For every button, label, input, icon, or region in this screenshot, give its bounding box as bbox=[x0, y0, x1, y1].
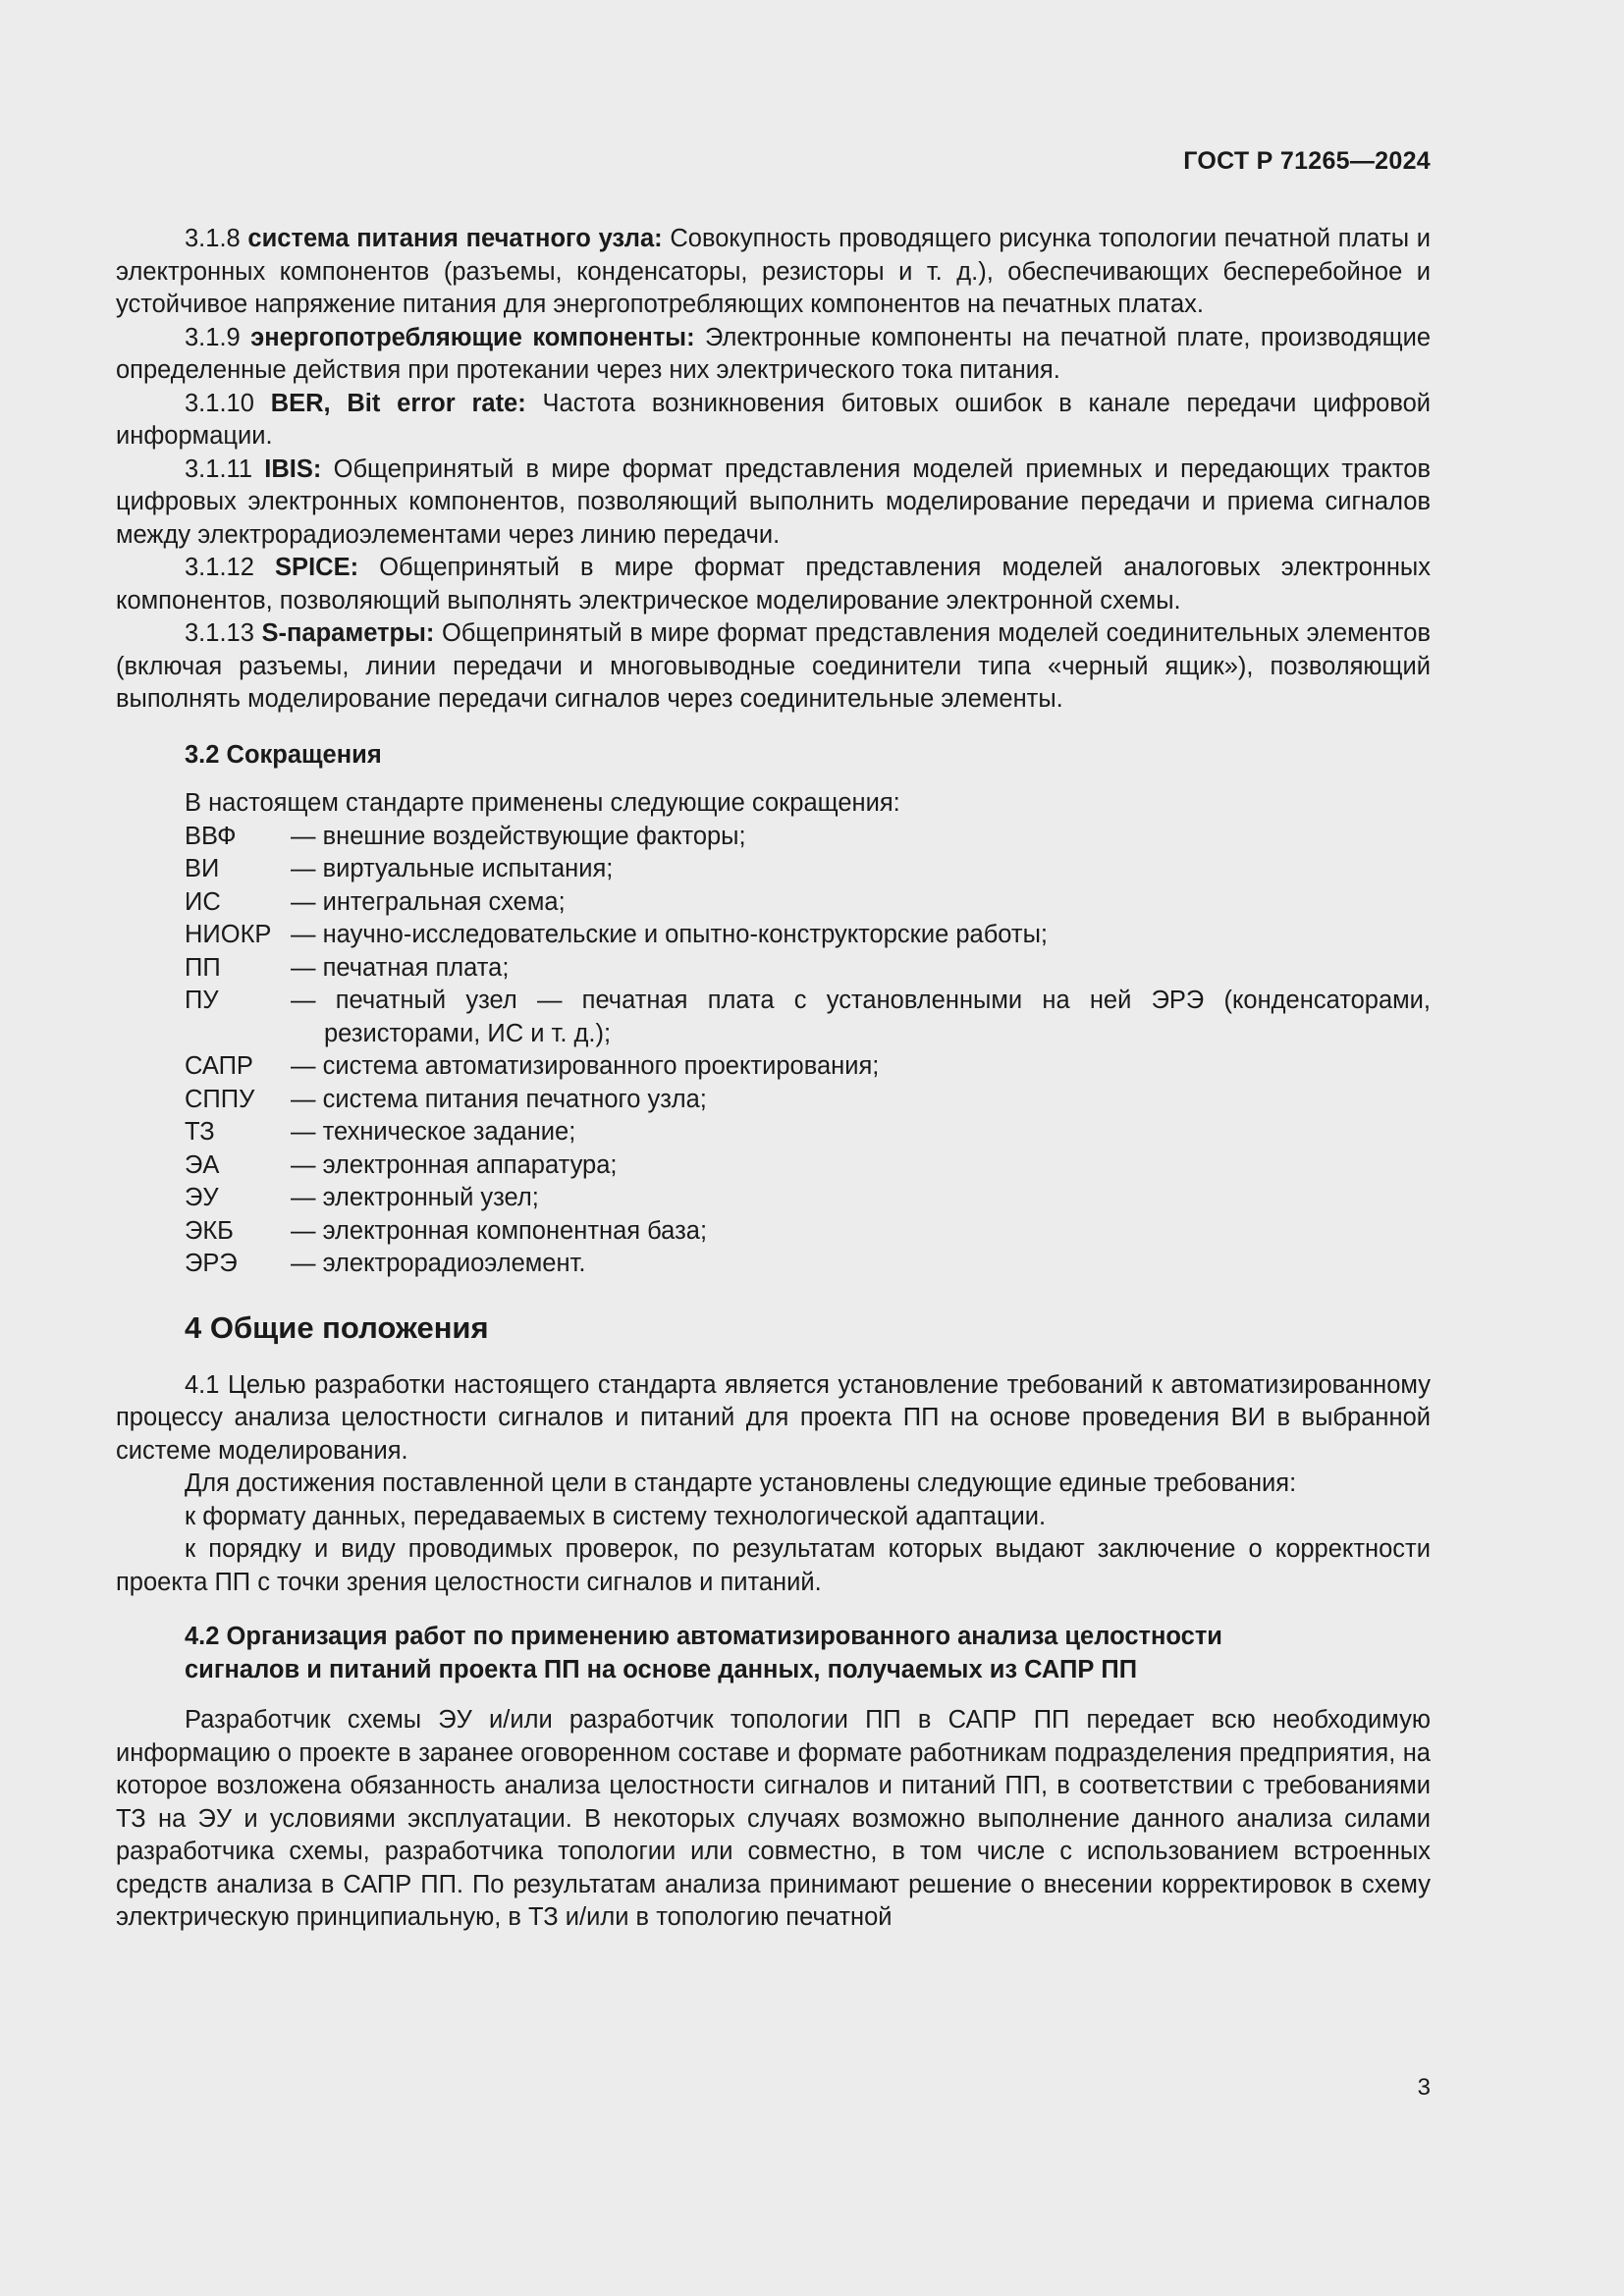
list-item bbox=[116, 1215, 1431, 1249]
abbreviations-intro: В настоящем стандарте применены следующие сокращения: bbox=[185, 789, 900, 817]
definition-text: Общепринятый в мире формат представления моделей аналоговых электронных компонентов, позволяющий выполнять электрическое моделирование электронной схемы. bbox=[116, 554, 1431, 614]
definition-text: Совокупность проводящего рисунка топологии печатной платы и электронных компонентов (разъемы, конденсаторы, резисторы и т. д.), обеспечивающих бесперебойное и устойчивое напряжение питания для энергопотребляющих компонентов на печатных платах. bbox=[116, 225, 1431, 318]
abbreviation-definition: — виртуальные испытания; bbox=[291, 855, 614, 882]
definition-term: SPICE: bbox=[275, 554, 359, 581]
definition-3-1-10 bbox=[116, 388, 1431, 454]
list-item bbox=[116, 821, 1431, 854]
section-4-2-heading-line1: 4.2 Организация работ по применению автоматизированного анализа целостности bbox=[185, 1623, 1222, 1650]
abbreviation-term: СППУ bbox=[185, 1085, 255, 1113]
abbreviation-definition: — научно-исследовательские и опытно-конструкторские работы; bbox=[291, 921, 1049, 948]
definition-3-1-8 bbox=[116, 223, 1431, 322]
abbreviation-definition: — внешние воздействующие факторы; bbox=[291, 822, 746, 850]
list-item bbox=[116, 1248, 1431, 1281]
list-item bbox=[116, 1084, 1431, 1117]
abbreviation-term: САПР bbox=[185, 1052, 253, 1080]
definition-text: Частота возникновения битовых ошибок в канале передачи цифровой информации. bbox=[116, 389, 1432, 450]
abbreviation-definition: — электрорадиоэлемент. bbox=[291, 1250, 586, 1277]
definition-number: 3.1.8 bbox=[185, 225, 248, 252]
definition-3-1-13 bbox=[116, 617, 1431, 717]
list-item bbox=[116, 1149, 1431, 1183]
section-4-2-paragraph: Разработчик схемы ЭУ и/или разработчик топологии ПП в САПР ПП передает всю необходимую информацию о проекте в заранее оговоренном составе и формате работникам подразделения предприятия, на которое возложена обязанность анализа целостности сигналов и питаний ПП, в соответствии с требованиями ТЗ на ЭУ и условиями эксплуатации. В некоторых случаях возможно выполнение данного анализа силами разработчика схемы, разработчика топологии или совместно, в том числе с использованием встроенных средств анализа в САПР ПП. По результатам анализа принимают решение о внесении корректировок в схему электрическую принципиальную, в ТЗ и/или в топологию печатной bbox=[116, 1706, 1431, 1931]
section-4-1-paragraph: 4.1 Целью разработки настоящего стандарта является установление требований к автоматизированному процессу анализа целостности сигналов и питаний для проекта ПП на основе проведения ВИ в выбранной системе моделирования. bbox=[116, 1370, 1431, 1465]
list-item bbox=[116, 886, 1431, 920]
definition-text: Электронные компоненты на печатной плате, производящие определенные действия при протекании через них электрического тока питания. bbox=[116, 323, 1431, 384]
definition-3-1-9 bbox=[116, 322, 1431, 388]
abbreviation-definition: — печатная плата; bbox=[291, 953, 510, 982]
abbreviation-term: ЭУ bbox=[185, 1184, 219, 1211]
definition-term: система питания печатного узла: bbox=[247, 225, 663, 252]
abbreviation-definition: — система автоматизированного проектирования; bbox=[291, 1052, 880, 1080]
definition-text: Общепринятый в мире формат представления моделей соединительных элементов (включая разъемы, линии передачи и многовыводные соединители типа «черный ящик»), позволяющий выполнять моделирование передачи сигналов через соединительные элементы. bbox=[116, 619, 1431, 713]
abbreviation-term: ВВФ bbox=[185, 822, 237, 850]
abbreviations-heading: 3.2 Сокращения bbox=[185, 740, 382, 769]
abbreviation-term: ЭРЭ bbox=[185, 1250, 238, 1277]
requirement-item: к формату данных, передаваемых в систему технологической адаптации. bbox=[185, 1502, 1047, 1530]
definition-number: 3.1.13 bbox=[185, 619, 262, 647]
requirement-item: к порядку и виду проводимых проверок, по результатам которых выдают заключение о корректности проекта ПП с точки зрения целостности сигналов и питаний. bbox=[116, 1535, 1431, 1596]
definition-number: 3.1.11 bbox=[185, 454, 265, 483]
definition-term: IBIS: bbox=[264, 454, 322, 483]
definition-number: 3.1.9 bbox=[185, 323, 251, 351]
definition-number: 3.1.10 bbox=[185, 389, 271, 417]
abbreviation-term: ПП bbox=[185, 953, 221, 982]
abbreviation-definition: — электронная аппаратура; bbox=[291, 1150, 618, 1179]
document-code: ГОСТ Р 71265—2024 bbox=[1183, 147, 1431, 175]
section-4-2-heading bbox=[116, 1621, 1431, 1686]
list-item bbox=[116, 1182, 1431, 1215]
definitions-list bbox=[116, 223, 1431, 717]
definition-3-1-11 bbox=[116, 454, 1431, 553]
abbreviation-term: НИОКР bbox=[185, 921, 272, 948]
list-item bbox=[116, 1050, 1431, 1084]
abbreviation-definition: — система питания печатного узла; bbox=[291, 1085, 707, 1113]
abbreviations-list bbox=[116, 821, 1431, 1281]
section-4-2-heading-line2: сигналов и питаний проекта ПП на основе данных, получаемых из САПР ПП bbox=[185, 1655, 1138, 1683]
definition-term: энергопотребляющие компоненты: bbox=[250, 323, 695, 351]
abbreviation-definition: — электронный узел; bbox=[291, 1184, 539, 1211]
abbreviation-definition: — техническое задание; bbox=[291, 1118, 576, 1146]
definition-term: BER, Bit error rate: bbox=[270, 389, 526, 417]
list-item bbox=[116, 853, 1431, 886]
definition-term: S-параметры: bbox=[261, 619, 435, 647]
abbreviation-definition: — электронная компонентная база; bbox=[291, 1216, 708, 1245]
abbreviation-term: ВИ bbox=[185, 855, 220, 882]
requirements-intro: Для достижения поставленной цели в стандарте установлены следующие единые требования: bbox=[185, 1469, 1297, 1497]
abbreviation-term: ПУ bbox=[185, 987, 219, 1014]
page-content bbox=[116, 223, 1431, 1935]
abbreviation-term: ЭКБ bbox=[185, 1216, 234, 1245]
abbreviation-definition: — интегральная схема; bbox=[291, 887, 566, 916]
page-number: 3 bbox=[1417, 2074, 1431, 2101]
definition-3-1-12 bbox=[116, 552, 1431, 617]
list-item bbox=[116, 952, 1431, 986]
list-item bbox=[116, 919, 1431, 952]
abbreviation-term: ИС bbox=[185, 887, 221, 916]
section-4-heading: 4 Общие положения bbox=[185, 1309, 489, 1345]
list-item bbox=[116, 985, 1431, 1050]
abbreviation-definition: — печатный узел — печатная плата с установленными на ней ЭРЭ (конденсаторами, резисторами, ИС и т. д.); bbox=[291, 987, 1431, 1047]
definition-number: 3.1.12 bbox=[185, 554, 276, 581]
abbreviation-term: ТЗ bbox=[185, 1118, 215, 1146]
definition-text: Общепринятый в мире формат представления моделей приемных и передающих трактов цифровых электронных компонентов, позволяющий выполнить моделирование передачи и приема сигналов между электрорадиоэлементами через линию передачи. bbox=[116, 454, 1431, 549]
abbreviation-term: ЭА bbox=[185, 1150, 220, 1179]
list-item bbox=[116, 1116, 1431, 1149]
